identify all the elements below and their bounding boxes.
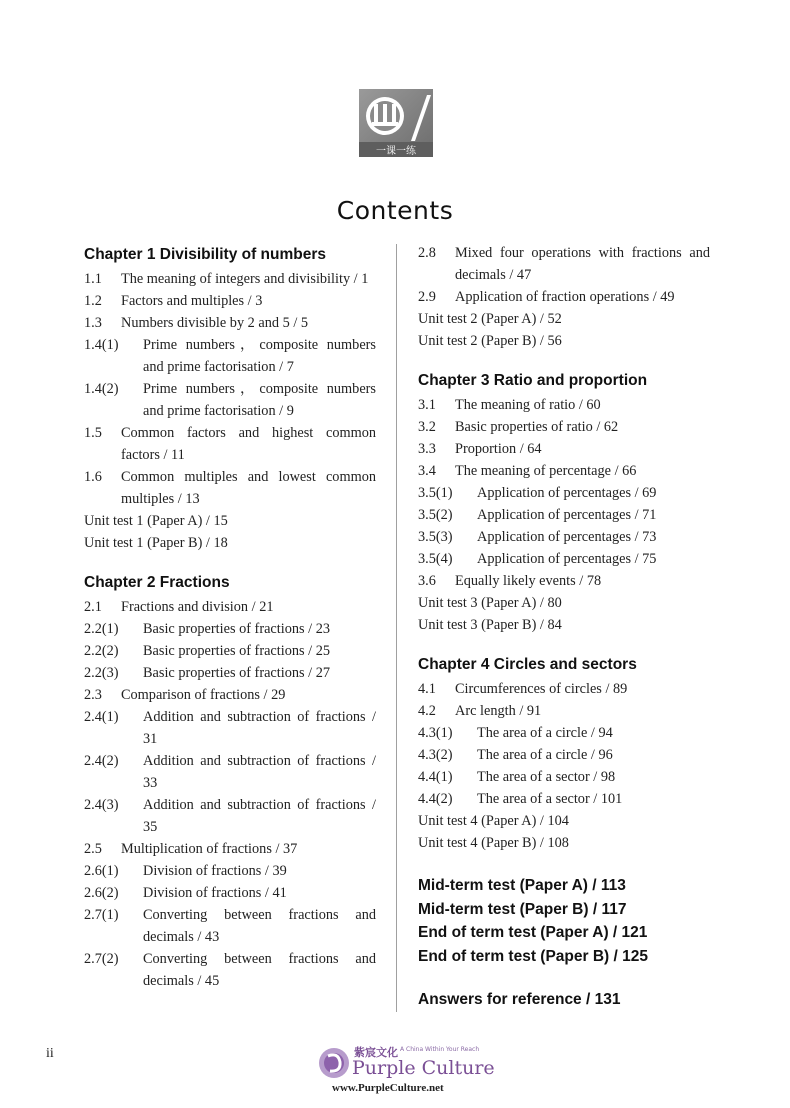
publisher-name: Purple Culture — [352, 1057, 495, 1079]
toc-entry: 2.7(1) Converting between fractions and decimals / 43 — [84, 907, 376, 945]
toc-entry: 1.4(2) Prime numbers，composite numbers and prime factorisation / 9 — [84, 381, 376, 419]
toc-entry: 2.2(2) Basic properties of fractions / 25 — [84, 643, 330, 659]
section-gap — [418, 636, 710, 652]
toc-entry: 1.2 Factors and multiples / 3 — [84, 293, 263, 309]
purple-culture-logo-icon — [318, 1046, 350, 1080]
term-test-entry: End of term test (Paper A) / 121 — [418, 924, 648, 941]
toc-entry: 3.1 The meaning of ratio / 60 — [418, 397, 601, 413]
unit-test-entry: Unit test 2 (Paper B) / 56 — [418, 333, 562, 349]
toc-entry: 2.5 Multiplication of fractions / 37 — [84, 841, 298, 857]
publisher-watermark — [318, 1042, 495, 1098]
toc-entry: 3.5(3) Application of percentages / 73 — [418, 529, 657, 545]
toc-entry: 4.4(2) The area of a sector / 101 — [418, 791, 623, 807]
unit-test-entry: Unit test 2 (Paper A) / 52 — [418, 311, 562, 327]
toc-entry: 1.3 Numbers divisible by 2 and 5 / 5 — [84, 315, 309, 331]
unit-test-entry: Unit test 4 (Paper A) / 104 — [418, 813, 569, 829]
toc-entry: 2.6(1) Division of fractions / 39 — [84, 863, 287, 879]
toc-entry: 1.1 The meaning of integers and divisibility / 1 — [84, 271, 369, 287]
section-gap — [418, 968, 710, 988]
section-gap — [418, 854, 710, 874]
page-title: Contents — [336, 196, 454, 225]
toc-entry: 1.4(1) Prime numbers，composite numbers and prime factorisation / 7 — [84, 337, 376, 375]
column-divider — [396, 244, 397, 1012]
page-number: ii — [46, 1046, 54, 1061]
toc-entry: 1.6 Common multiples and lowest common multiples / 13 — [84, 469, 376, 507]
logo-caption: 一课一练 — [376, 146, 416, 157]
toc-entry: 3.4 The meaning of percentage / 66 — [418, 463, 637, 479]
toc-entry: 2.2(3) Basic properties of fractions / 27 — [84, 665, 330, 681]
toc-entry: 2.2(1) Basic properties of fractions / 23 — [84, 621, 330, 637]
toc-entry: 3.5(2) Application of percentages / 71 — [418, 507, 657, 523]
section-gap — [84, 554, 376, 570]
chapter-heading: Chapter 1 Divisibility of numbers — [84, 246, 327, 263]
term-test-entry: Mid-term test (Paper A) / 113 — [418, 877, 626, 894]
toc-entry: 2.8 Mixed four operations with fractions and decimals / 47 — [418, 245, 710, 283]
toc-entry: 2.4(3) Addition and subtraction of fractions / 35 — [84, 797, 376, 835]
toc-entry: 2.4(1) Addition and subtraction of fractions / 31 — [84, 709, 376, 747]
toc-entry: 3.6 Equally likely events / 78 — [418, 573, 602, 589]
toc-left-column — [84, 242, 376, 992]
answers-entry: Answers for reference / 131 — [418, 991, 621, 1008]
section-gap — [418, 352, 710, 368]
toc-entry: 4.3(1) The area of a circle / 94 — [418, 725, 613, 741]
toc-entry: 2.1 Fractions and division / 21 — [84, 599, 274, 615]
toc-entry: 4.3(2) The area of a circle / 96 — [418, 747, 613, 763]
toc-entry: 2.6(2) Division of fractions / 41 — [84, 885, 287, 901]
toc-entry: 2.4(2) Addition and subtraction of fractions / 33 — [84, 753, 376, 791]
unit-test-entry: Unit test 4 (Paper B) / 108 — [418, 835, 569, 851]
toc-entry: 2.3 Comparison of fractions / 29 — [84, 687, 286, 703]
chapter-heading: Chapter 3 Ratio and proportion — [418, 372, 648, 389]
toc-entry: 3.5(4) Application of percentages / 75 — [418, 551, 657, 567]
publisher-url: www.PurpleCulture.net — [332, 1082, 444, 1094]
chapter-heading: Chapter 4 Circles and sectors — [418, 656, 637, 673]
toc-entry: 3.2 Basic properties of ratio / 62 — [418, 419, 619, 435]
toc-entry: 2.7(2) Converting between fractions and decimals / 45 — [84, 951, 376, 989]
unit-test-entry: Unit test 3 (Paper B) / 84 — [418, 617, 562, 633]
toc-entry: 3.3 Proportion / 64 — [418, 441, 542, 457]
chapter-heading: Chapter 2 Fractions — [84, 574, 230, 591]
toc-entry: 4.2 Arc length / 91 — [418, 703, 542, 719]
toc-entry: 4.1 Circumferences of circles / 89 — [418, 681, 628, 697]
unit-test-entry: Unit test 1 (Paper B) / 18 — [84, 535, 228, 551]
term-test-entry: Mid-term test (Paper B) / 117 — [418, 900, 627, 918]
toc-entry: 1.5 Common factors and highest common factors / 11 — [84, 425, 376, 463]
publisher-tagline: A China Within Your Reach — [400, 1046, 480, 1053]
toc-right-column — [418, 242, 710, 1012]
term-test-entry: End of term test (Paper B) / 125 — [418, 947, 648, 965]
toc-entry: 4.4(1) The area of a sector / 98 — [418, 769, 616, 785]
publisher-chinese-name: 紫宸文化 — [354, 1047, 398, 1059]
unit-test-entry: Unit test 1 (Paper A) / 15 — [84, 513, 228, 529]
toc-entry: 2.9 Application of fraction operations / 49 — [418, 289, 675, 305]
toc-entry: 3.5(1) Application of percentages / 69 — [418, 485, 657, 501]
unit-test-entry: Unit test 3 (Paper A) / 80 — [418, 595, 562, 611]
